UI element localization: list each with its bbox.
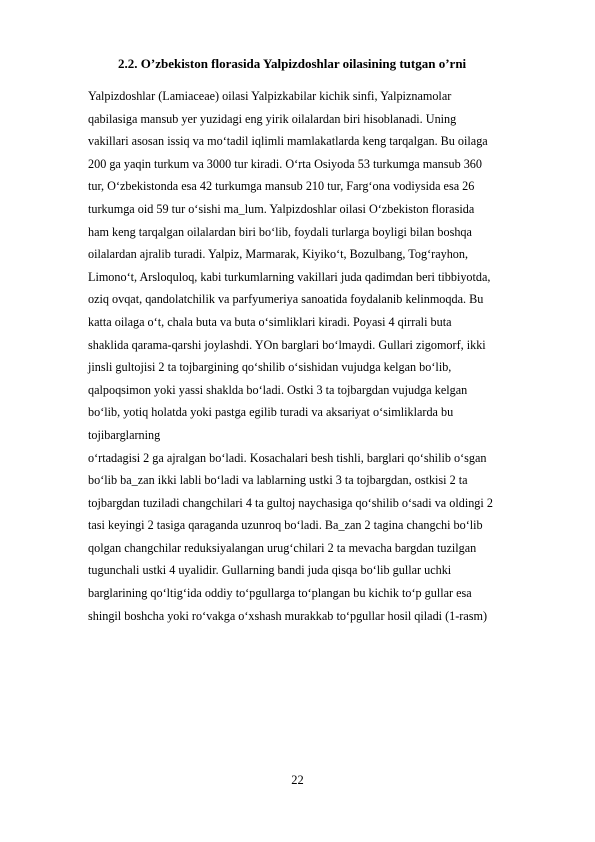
text-line: oziq ovqat, qandolatchilik va parfyumeriya sanoatida foydalanib kelinmoqda. Bu (88, 292, 484, 307)
section-heading: 2.2. O’zbekiston florasida Yalpizdoshlar oilasining tutgan o’rni (118, 56, 467, 71)
text-line: qolgan changchilar reduksiyalangan urug‘chilari 2 ta mevacha bargdan tuzilgan (88, 540, 477, 555)
text-line: oilalardan ajralib turadi. Yalpiz, Marmarak, Kiyiko‘t, Bozulbang, Tog‘rayhon, (88, 247, 469, 262)
page-number: 22 (291, 773, 304, 787)
text-line: o‘rtadagisi 2 ga ajralgan bo‘ladi. Kosachalari besh tishli, barglari qo‘shilib o‘sgan (88, 450, 487, 465)
text-line: qalpoqsimon yoki yassi shaklda bo‘ladi. Ostki 3 ta tojbargdan vujudga kelgan (88, 382, 468, 397)
text-line: shingil boshcha yoki ro‘vakga o‘xshash murakkab to‘pgullar hosil qiladi (1-rasm) (88, 608, 488, 623)
text-line: shaklida qarama-qarshi joylashdi. YOn barglari bo‘lmaydi. Gullari zigomorf, ikki (88, 337, 486, 352)
body-paragraph (88, 85, 568, 627)
text-line: bo‘lib ba_zan ikki labli bo‘ladi va lablarning ustki 3 ta tojbargdan, ostkisi 2 ta (88, 473, 468, 488)
text-line: barglarining qo‘ltig‘ida oddiy to‘pgullarga to‘plangan bu kichik to‘p gullar esa (88, 586, 472, 601)
text-line: Limono‘t, Arsloquloq, kabi turkumlarning vakillari juda qadimdan beri tibbiyotda, (88, 269, 491, 284)
text-line: tasi keyingi 2 tasiga qaraganda uzunroq bo‘ladi. Ba_zan 2 tagina changchi bo‘lib (88, 518, 483, 533)
text-line: vakillari asosan issiq va mo‘tadil iqlimli mamlakatlarda keng tarqalgan. Bu oilaga (88, 134, 488, 149)
text-line: tojibarglarning (88, 427, 161, 442)
text-line: turkumga oid 59 tur o‘sishi ma_lum. Yalpizdoshlar oilasi O‘zbekiston florasida (88, 201, 475, 216)
text-line: jinsli gultojisi 2 ta tojbargining qo‘shilib o‘sishidan vujudga kelgan bo‘lib, (88, 360, 452, 375)
text-line: ham keng tarqalgan oilalardan biri bo‘lib, foydali turlarga boyligi bilan boshqa (88, 224, 472, 239)
text-line: tur, O‘zbekistonda esa 42 turkumga mansub 210 tur, Farg‘ona vodiysida esa 26 (88, 179, 475, 194)
text-line: bo‘lib, yotiq holatda yoki pastga egilib turadi va aksariyat o‘simliklarda bu (88, 405, 454, 420)
text-line: Yalpizdoshlar (Lamiaceae) oilasi Yalpizkabilar kichik sinfi, Yalpiznamolar (88, 89, 452, 103)
text-line: katta oilaga o‘t, chala buta va buta o‘simliklari kiradi. Poyasi 4 qirrali buta (88, 314, 452, 329)
text-line: 200 ga yaqin turkum va 3000 tur kiradi. O‘rta Osiyoda 53 turkumga mansub 360 (88, 156, 482, 171)
text-line: tugunchali ustki 4 uyalidir. Gullarning bandi juda qisqa bo‘lib gullar uchki (88, 563, 452, 578)
text-line: qabilasiga mansub yer yuzidagi eng yirik oilalardan biri hisoblanadi. Uning (88, 111, 457, 126)
text-line: tojbargdan tuziladi changchilari 4 ta gultoj naychasiga qo‘shilib o‘sadi va oldingi 2 (88, 495, 493, 510)
